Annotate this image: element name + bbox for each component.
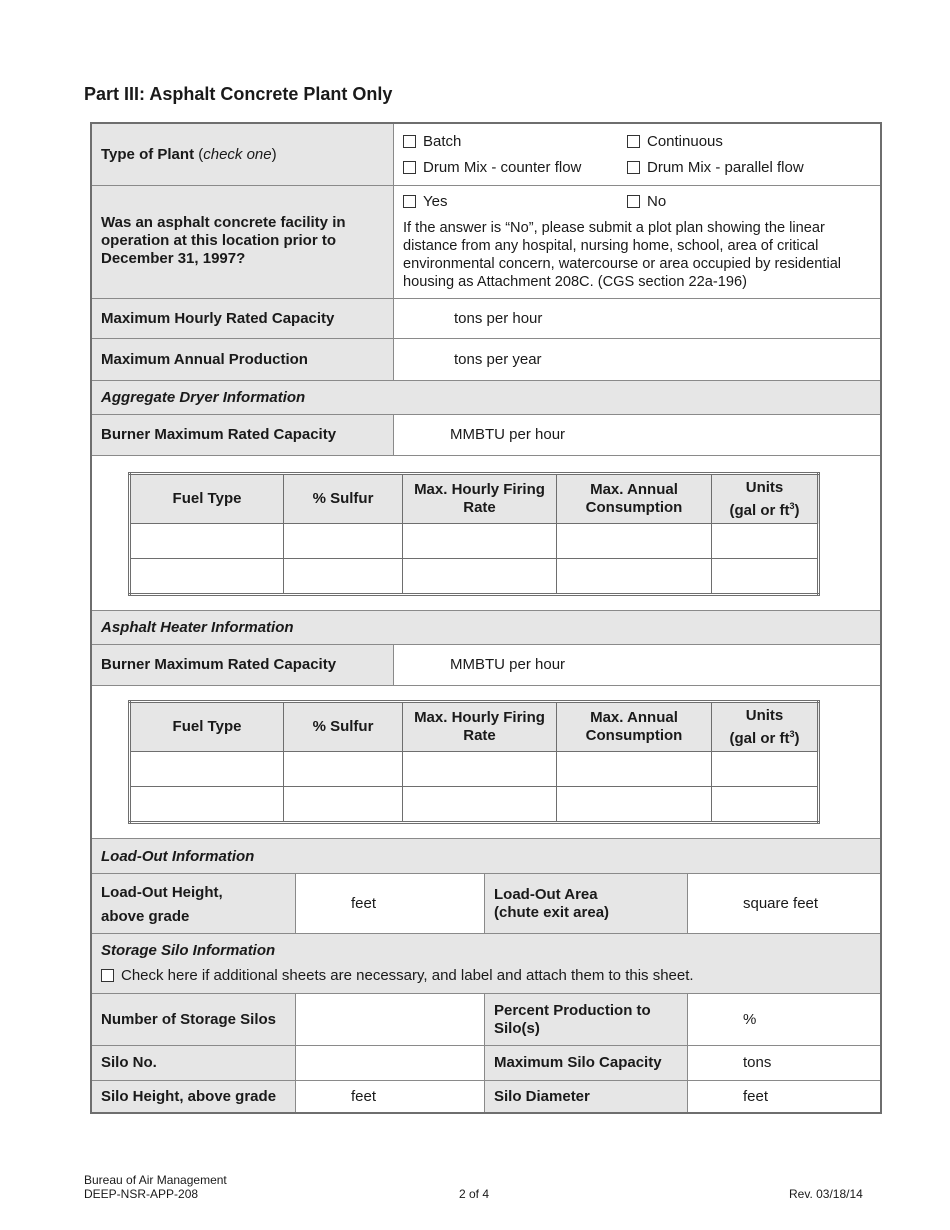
loadout-area-unit: square feet xyxy=(743,895,819,912)
col-max-hourly-firing: Max. Hourly Firing Rate xyxy=(403,702,557,752)
table-cell[interactable] xyxy=(130,752,284,787)
num-silos-field[interactable] xyxy=(296,994,485,1045)
heater-burner-field[interactable] xyxy=(394,645,882,685)
page-title: Part III: Asphalt Concrete Plant Only xyxy=(84,84,393,104)
loadout-heading-row xyxy=(92,839,880,874)
table-cell[interactable] xyxy=(284,787,403,823)
col-units: Units (gal or $ft^3$) xyxy=(712,474,819,524)
max-annual-unit: tons per year xyxy=(454,351,542,368)
plant-type-hint: check one xyxy=(203,146,272,163)
table-cell[interactable] xyxy=(284,524,403,559)
table-cell[interactable] xyxy=(403,752,557,787)
max-silo-capacity-label: Maximum Silo Capacity xyxy=(494,1054,662,1071)
footer-page: 2 of 4 xyxy=(459,1187,490,1201)
form-frame xyxy=(90,122,882,1114)
option-continuous[interactable]: Continuous xyxy=(627,133,723,150)
loadout-height-unit: feet xyxy=(351,895,377,912)
col-fuel-type: Fuel Type xyxy=(130,474,284,524)
table-row xyxy=(130,559,819,595)
col-max-annual-consumption: Max. Annual Consumption xyxy=(557,702,712,752)
table-cell[interactable] xyxy=(403,787,557,823)
heater-heading: Asphalt Heater Information xyxy=(101,619,294,636)
table-cell[interactable] xyxy=(557,524,712,559)
table-row xyxy=(130,787,819,823)
silo-no-label: Silo No. xyxy=(101,1054,157,1071)
max-hourly-row xyxy=(92,299,880,339)
footer-org: Bureau of Air Management xyxy=(84,1173,227,1187)
max-annual-label: Maximum Annual Production xyxy=(101,351,308,368)
max-hourly-label: Maximum Hourly Rated Capacity xyxy=(101,310,335,327)
checkbox[interactable] xyxy=(403,135,416,148)
col-max-hourly-firing: Max. Hourly Firing Rate xyxy=(403,474,557,524)
heater-fuel-table xyxy=(128,700,820,824)
silo-diameter-field[interactable] xyxy=(688,1081,882,1112)
table-row xyxy=(130,524,819,559)
dryer-burner-unit: MMBTU per hour xyxy=(450,426,566,443)
num-silos-row xyxy=(92,994,880,1046)
silo-diameter-unit: feet xyxy=(743,1088,769,1105)
loadout-height-label: Load-Out Height, above grade xyxy=(101,884,223,925)
col-sulfur: % Sulfur xyxy=(284,702,403,752)
checkbox[interactable] xyxy=(101,969,114,982)
storage-heading: Storage Silo Information xyxy=(101,942,276,959)
silo-height-row xyxy=(92,1081,880,1112)
checkbox[interactable] xyxy=(403,161,416,174)
loadout-row xyxy=(92,874,880,934)
table-cell[interactable] xyxy=(130,559,284,595)
silo-height-field[interactable] xyxy=(296,1081,485,1112)
table-cell[interactable] xyxy=(712,524,819,559)
checkbox[interactable] xyxy=(627,161,640,174)
checkbox[interactable] xyxy=(627,135,640,148)
dryer-heading-row xyxy=(92,381,880,415)
max-annual-row xyxy=(92,339,880,381)
table-cell[interactable] xyxy=(557,752,712,787)
col-units: Units (gal or $ft^3$) xyxy=(712,702,819,752)
loadout-area-label: Load-Out Area (chute exit area) xyxy=(494,886,610,921)
percent-unit: % xyxy=(743,1011,757,1028)
dryer-fuel-section xyxy=(92,456,880,611)
heater-burner-label: Burner Maximum Rated Capacity xyxy=(101,656,337,673)
max-hourly-unit: tons per hour xyxy=(454,310,543,327)
footer-rev: Rev. 03/18/14 xyxy=(789,1187,863,1201)
table-cell[interactable] xyxy=(130,524,284,559)
max-silo-capacity-field[interactable] xyxy=(688,1046,882,1080)
checkbox[interactable] xyxy=(403,195,416,208)
table-cell[interactable] xyxy=(557,787,712,823)
percent-production-label: Percent Production to Silo(s) xyxy=(494,1002,651,1037)
option-drum-mix-counter[interactable]: Drum Mix - counter flow xyxy=(403,159,581,176)
heater-burner-unit: MMBTU per hour xyxy=(450,656,566,673)
footer-form-id: DEEP-NSR-APP-208 xyxy=(84,1187,199,1201)
silo-no-row xyxy=(92,1046,880,1081)
storage-heading-row xyxy=(92,934,880,994)
dryer-burner-label: Burner Maximum Rated Capacity xyxy=(101,426,337,443)
silo-height-unit: feet xyxy=(351,1088,377,1105)
table-cell[interactable] xyxy=(130,787,284,823)
silo-diameter-label: Silo Diameter xyxy=(494,1088,590,1105)
facility-question-label: Was an asphalt concrete facility in operation at this location prior to December 31, 1997? xyxy=(101,214,346,267)
table-row xyxy=(130,752,819,787)
max-hourly-field[interactable] xyxy=(394,299,882,338)
dryer-burner-row xyxy=(92,415,880,456)
checkbox[interactable] xyxy=(627,195,640,208)
col-fuel-type: Fuel Type xyxy=(130,702,284,752)
col-max-annual-consumption: Max. Annual Consumption xyxy=(557,474,712,524)
table-cell[interactable] xyxy=(403,524,557,559)
heater-fuel-section xyxy=(92,686,880,839)
silo-height-label: Silo Height, above grade xyxy=(101,1088,277,1105)
plant-type-label: Type of Plant (check one) xyxy=(101,146,277,163)
option-batch[interactable]: Batch xyxy=(403,133,461,150)
loadout-area-field[interactable] xyxy=(688,874,882,933)
col-sulfur: % Sulfur xyxy=(284,474,403,524)
table-cell[interactable] xyxy=(284,752,403,787)
facility-note: If the answer is “No”, please submit a plot plan showing the linear distance from any hospital, nursing home, school, area of critical environmental concern, watercourse or area occupied by residential housing as Attachment 208C. (CGS section 22a-196) xyxy=(403,220,842,290)
option-no[interactable]: No xyxy=(627,193,666,210)
option-yes[interactable]: Yes xyxy=(403,193,447,210)
dryer-heading: Aggregate Dryer Information xyxy=(101,389,306,406)
plant-type-row xyxy=(92,124,880,186)
dryer-fuel-table xyxy=(128,472,820,596)
percent-production-field[interactable] xyxy=(688,994,882,1045)
table-cell[interactable] xyxy=(712,787,819,823)
table-cell[interactable] xyxy=(284,559,403,595)
loadout-heading: Load-Out Information xyxy=(101,848,255,865)
dryer-burner-field[interactable] xyxy=(394,415,882,455)
table-cell[interactable] xyxy=(557,559,712,595)
silo-no-field[interactable] xyxy=(296,1046,485,1080)
max-annual-field[interactable] xyxy=(394,339,882,380)
facility-question-row xyxy=(92,186,880,299)
additional-sheets-check[interactable]: Check here if additional sheets are necessary, and label and attach them to this sheet. xyxy=(101,967,694,984)
num-silos-label: Number of Storage Silos xyxy=(101,1011,277,1028)
table-cell[interactable] xyxy=(403,559,557,595)
heater-heading-row xyxy=(92,611,880,645)
heater-burner-row xyxy=(92,645,880,686)
table-cell[interactable] xyxy=(712,559,819,595)
table-cell[interactable] xyxy=(712,752,819,787)
loadout-height-field[interactable] xyxy=(296,874,485,933)
max-silo-capacity-unit: tons xyxy=(743,1054,772,1071)
option-drum-mix-parallel[interactable]: Drum Mix - parallel flow xyxy=(627,159,804,176)
